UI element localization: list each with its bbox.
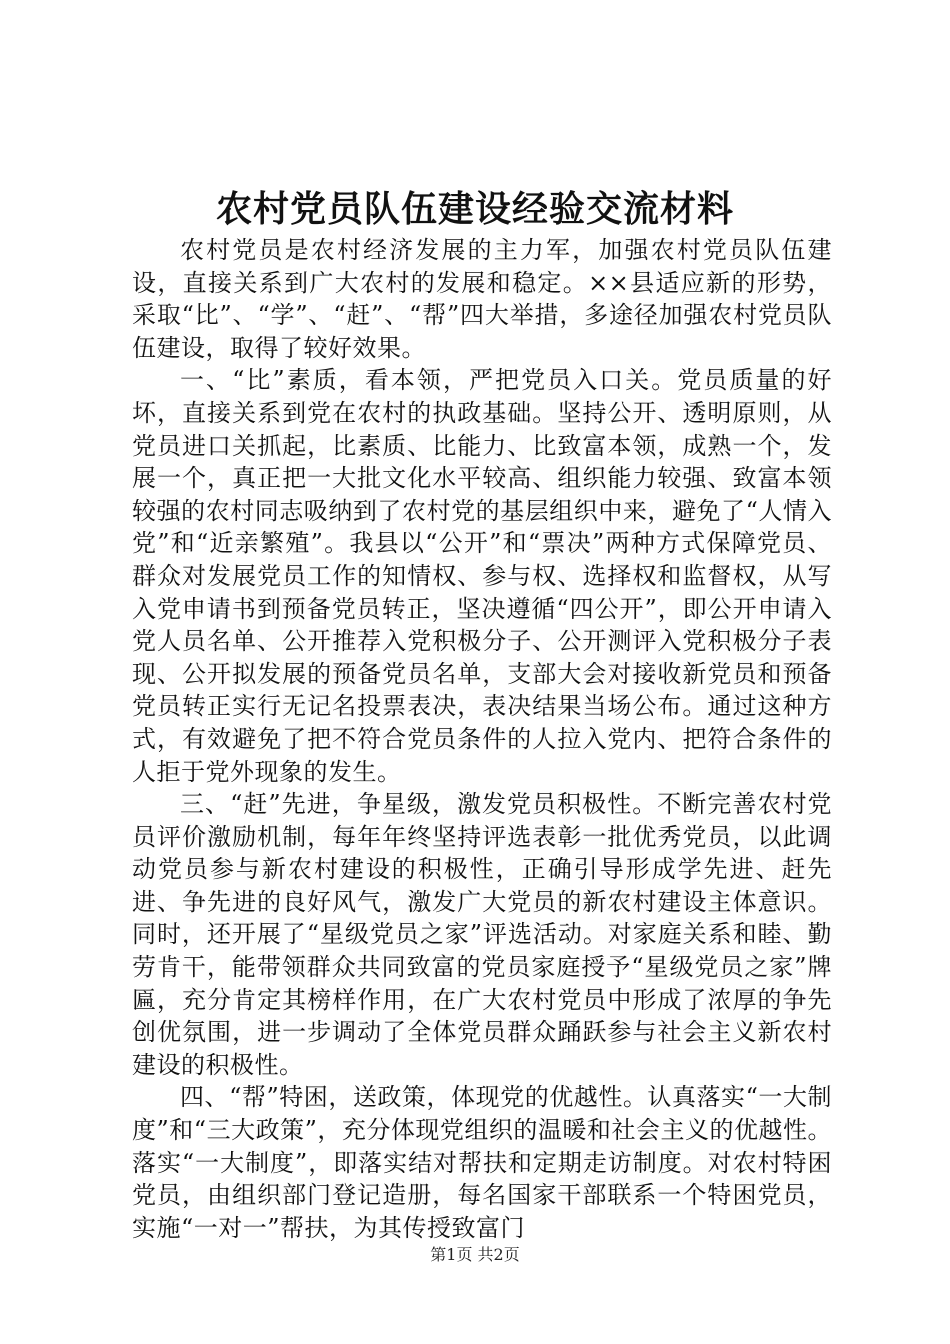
paragraph-section-3: 三、“赶”先进，争星级，激发党员积极性。不断完善农村党员评价激励机制，每年年终坚持评选表彰一批优秀党员，以此调动党员参与新农村建设的积极性，正确引导形成学先进、赶先进、争先进的良好风气，激发广大党员的新农村建设主体意识。同时，还开展了“星级党员之家”评选活动。对家庭关系和睦、勤劳肯干，能带领群众共同致富的党员家庭授予“星级党员之家”牌匾，充分肯定其榜样作用，在广大农村党员中形成了浓厚的争先创优氛围，进一步调动了全体党员群众踊跃参与社会主义新农村建设的积极性。: [132, 790, 832, 1079]
paragraph-section-1: 一、“比”素质，看本领，严把党员入口关。党员质量的好坏，直接关系到党在农村的执政基础。坚持公开、透明原则，从党员进口关抓起，比素质、比能力、比致富本领，成熟一个，发展一个，真正把一大批文化水平较高、组织能力较强、致富本领较强的农村同志吸纳到了农村党的基层组织中来，避免了“人情入党”和“近亲繁殖”。我县以“公开”和“票决”两种方式保障党员、群众对发展党员工作的知情权、参与权、选择权和监督权，从写入党申请书到预备党员转正，坚决遵循“四公开”，即公开申请入党人员名单、公开推荐入党积极分子、公开测评入党积极分子表现、公开拟发展的预备党员名单，支部大会对接收新党员和预备党员转正实行无记名投票表决，表决结果当场公布。通过这种方式，有效避免了把不符合党员条件的人拉入党内、把符合条件的人拒于党外现象的发生。: [132, 366, 832, 786]
paragraph-intro: 农村党员是农村经济发展的主力军，加强农村党员队伍建设，直接关系到广大农村的发展和稳定。××县适应新的形势，采取“比”、“学”、“赶”、“帮”四大举措，多途径加强农村党员队伍建设，取得了较好效果。: [132, 236, 832, 362]
document-title: 农村党员队伍建设经验交流材料: [215, 188, 734, 230]
page-footer: 第1页 共2页: [430, 1245, 520, 1264]
document-body: [132, 234, 832, 1244]
paragraph-section-4: 四、“帮”特困，送政策，体现党的优越性。认真落实“一大制度”和“三大政策”，充分体现党组织的温暖和社会主义的优越性。落实“一大制度”，即落实结对帮扶和定期走访制度。对农村特困党员，由组织部门登记造册，每名国家干部联系一个特困党员，实施“一对一”帮扶，为其传授致富门: [132, 1083, 832, 1242]
